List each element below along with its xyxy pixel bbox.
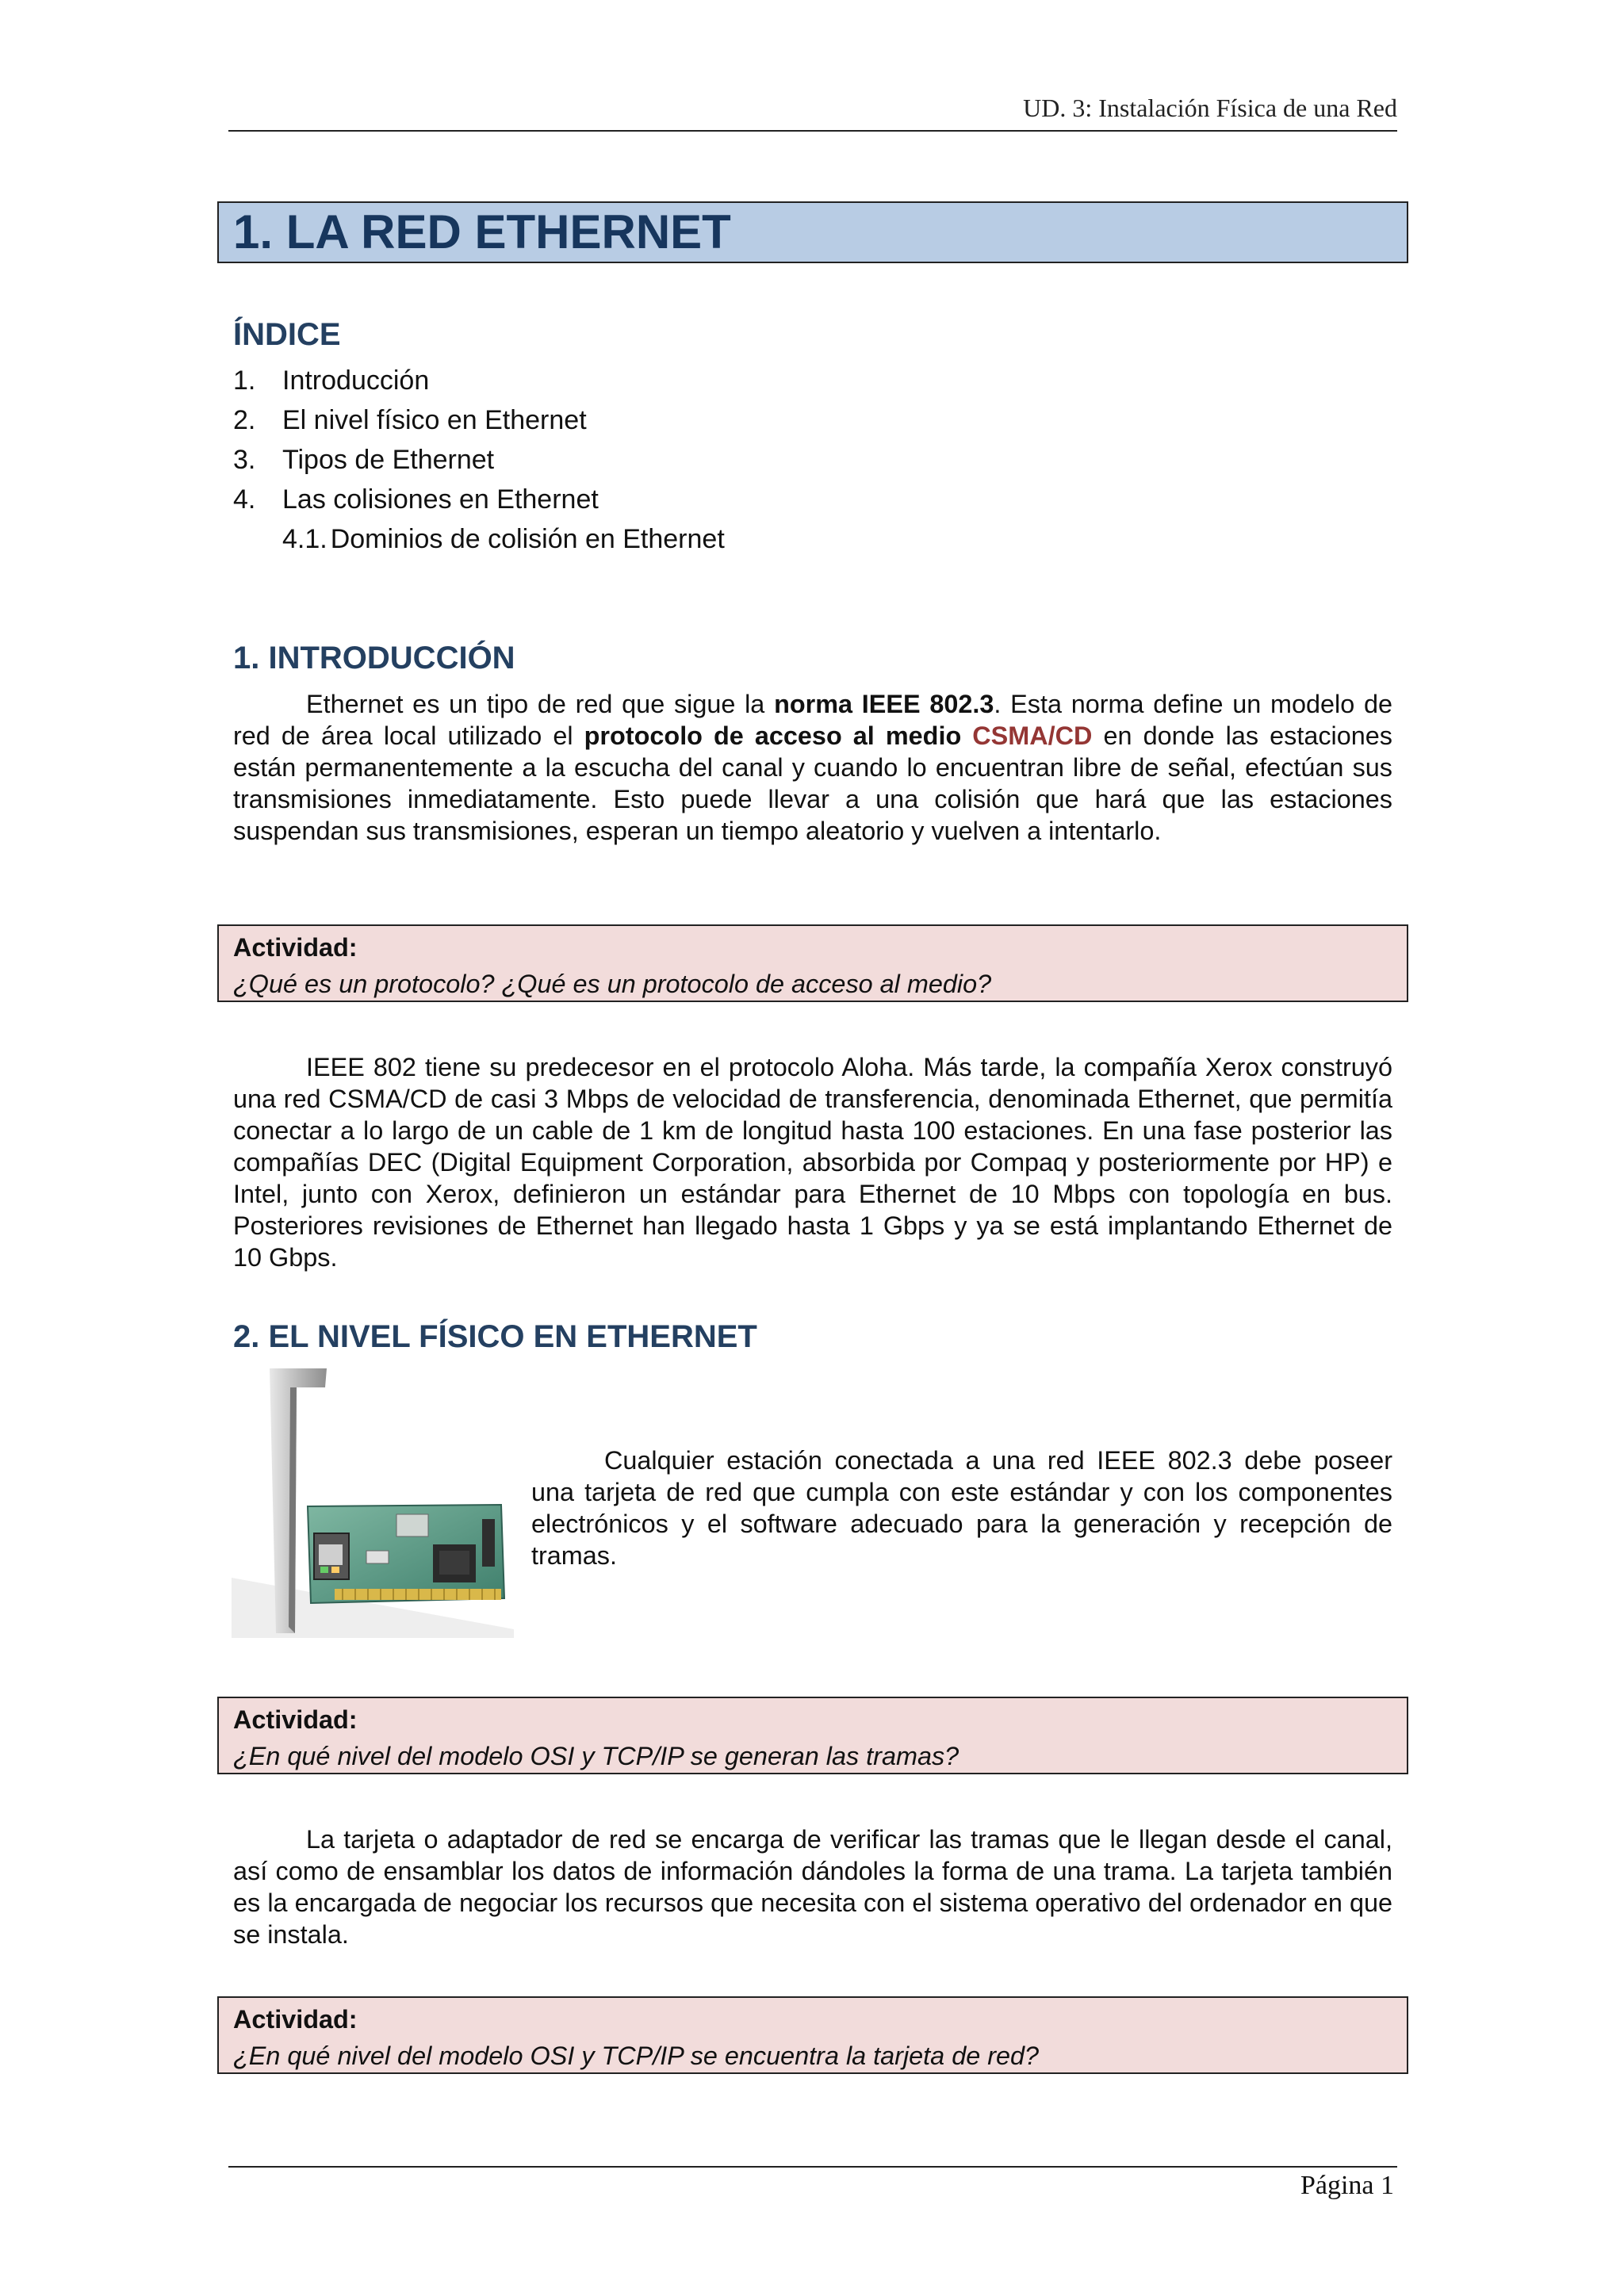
index-subitem-num: 4.1. [282, 524, 327, 554]
page-number: Página 1 [1300, 2171, 1394, 2200]
footer-rule [228, 2166, 1397, 2168]
page-title: 1. LA RED ETHERNET [233, 205, 731, 258]
index-item [233, 361, 725, 400]
index-item-label: Las colisiones en Ethernet [282, 484, 599, 515]
index-list [233, 361, 725, 559]
highlight-run: CSMA/CD [972, 721, 1093, 750]
index-item-num: 2. [233, 405, 256, 435]
network-card-image [232, 1364, 514, 1638]
text-run: . Esta norma define un modelo de red de área local utilizado el [233, 690, 1393, 750]
header-rule [228, 130, 1397, 132]
activity-question: ¿Qué es un protocolo? ¿Qué es un protocolo de acceso al medio? [233, 970, 992, 998]
adapter-paragraph: La tarjeta o adaptador de red se encarga de verificar las tramas que le llegan desde el canal, así como de ensamblar los datos de información dándoles la forma de una trama. La tarjeta también es la encargada de negociar los recursos que necesita con el sistema operativo del ordenador en que se instala. [233, 1825, 1392, 1949]
index-item [233, 480, 725, 519]
index-item-num: 1. [233, 365, 256, 396]
running-header: UD. 3: Instalación Física de una Red [1023, 94, 1397, 122]
section-heading-introduccion: 1. INTRODUCCIÓN [233, 641, 515, 675]
index-heading: ÍNDICE [233, 317, 341, 352]
title-box [217, 201, 1408, 263]
intro-paragraph-2: IEEE 802 tiene su predecesor en el protocolo Aloha. Más tarde, la compañía Xerox construyó una red CSMA/CD de casi 3 Mbps de velocidad de transferencia, denominada Ethernet, que permitía conectar a lo largo de un cable de 1 km de longitud hasta 100 estaciones. En una fase posterior las compañías DEC (Digital Equipment Corporation, absorbida por Compaq y posteriormente por HP) e Intel, junto con Xerox, definieron un estándar para Ethernet de 10 Mbps con topología en bus. Posteriores revisiones de Ethernet han llegado hasta 1 Gbps y ya se está implantando Ethernet de 10 Gbps. [233, 1053, 1392, 1272]
index-item-num: 3. [233, 445, 256, 475]
network-card-illustration [232, 1364, 514, 1638]
index-item [233, 400, 725, 440]
activity-box-2 [217, 1697, 1408, 1774]
bold-run: norma IEEE 802.3 [774, 690, 994, 718]
index-item-label: El nivel físico en Ethernet [282, 405, 587, 435]
activity-label: Actividad: [233, 1705, 358, 1734]
index-item [233, 440, 725, 480]
activity-box-1 [217, 924, 1408, 1002]
nic-paragraph: Cualquier estación conectada a una red IEEE 802.3 debe poseer una tarjeta de red que cumpla con este estándar y con los componentes electrónicos y el software adecuado para la generación y recepción de tramas. [531, 1446, 1392, 1570]
index-item-label: Introducción [282, 365, 430, 396]
index-subitem-label: Dominios de colisión en Ethernet [330, 524, 725, 554]
bold-run: protocolo de acceso al medio [584, 721, 973, 750]
text-run: en donde las estaciones están permanentemente a la escucha del canal y cuando lo encuentran libre de señal, efectúan sus transmisiones inmediatamente. Esto puede llevar a una colisión que hará que las estaciones suspendan sus transmisiones, esperan un tiempo aleatorio y vuelven a intentarlo. [233, 721, 1392, 845]
activity-label: Actividad: [233, 2005, 358, 2034]
index-item-label: Tipos de Ethernet [282, 445, 495, 475]
activity-question: ¿En qué nivel del modelo OSI y TCP/IP se encuentra la tarjeta de red? [233, 2042, 1040, 2070]
intro-paragraph-1 [233, 688, 1392, 847]
index-item-num: 4. [233, 484, 256, 515]
section-heading-nivel-fisico: 2. EL NIVEL FÍSICO EN ETHERNET [233, 1319, 757, 1354]
activity-box-3 [217, 1996, 1408, 2074]
text-run: Ethernet es un tipo de red que sigue la [306, 690, 775, 718]
activity-question: ¿En qué nivel del modelo OSI y TCP/IP se generan las tramas? [233, 1742, 959, 1770]
index-subitem [233, 519, 725, 559]
activity-label: Actividad: [233, 933, 358, 962]
